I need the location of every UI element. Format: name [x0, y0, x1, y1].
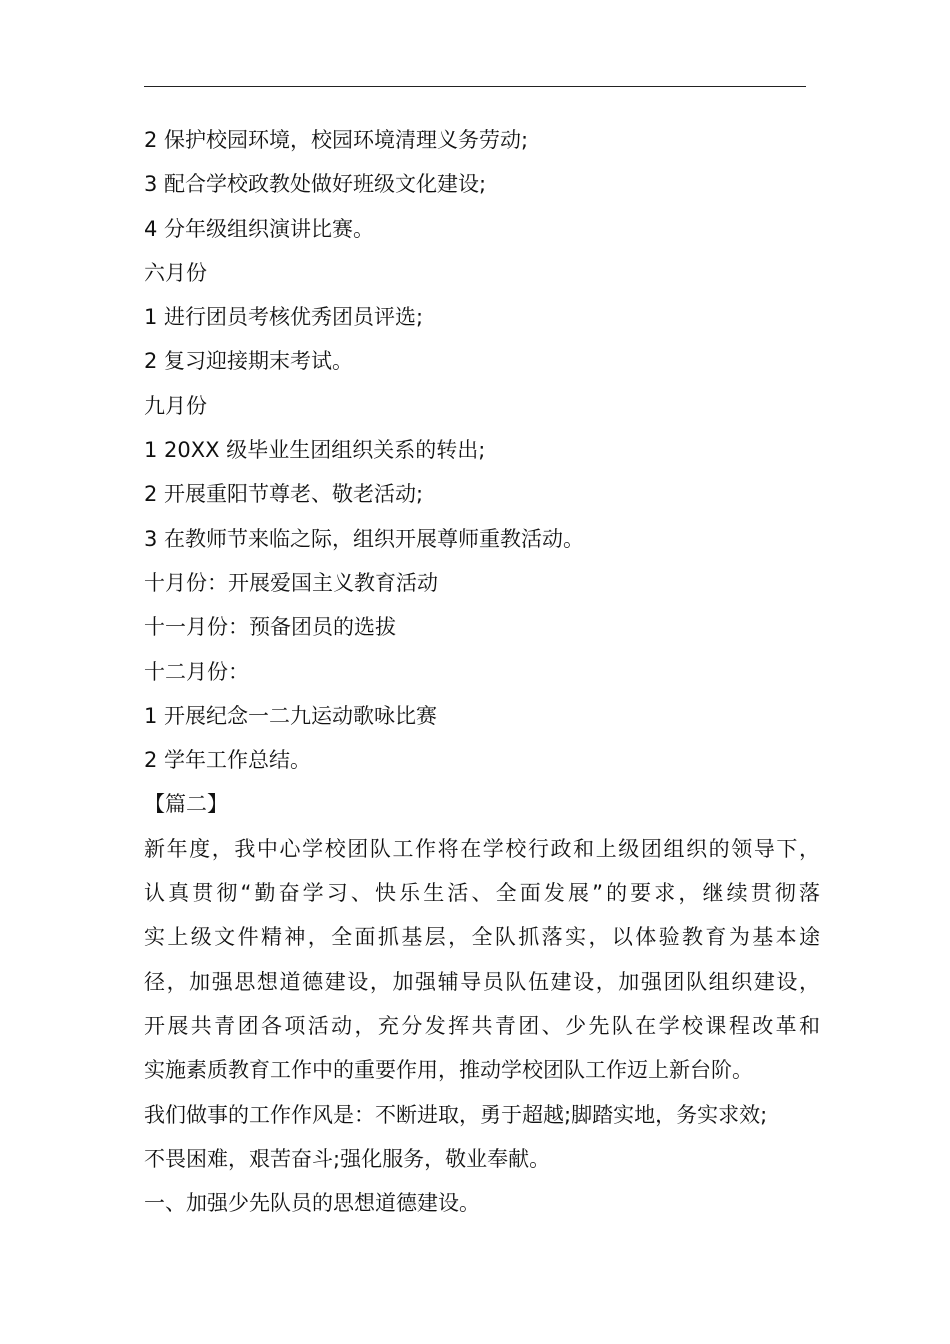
paragraph-line: 实施素质教育工作中的重要作用，推动学校团队工作迈上新台阶。: [144, 1058, 753, 1083]
paragraph-line: 径，加强思想道德建设，加强辅导员队伍建设，加强团队组织建设，: [144, 969, 820, 994]
paragraph-line: 开展共青团各项活动，充分发挥共青团、少先队在学校课程改革和: [144, 1013, 820, 1038]
list-item: 2 保护校园环境，校园环境清理义务劳动;: [144, 128, 529, 152]
month-heading-june: 六月份: [144, 260, 207, 285]
list-item: 1 进行团员考核优秀团员评选;: [144, 305, 424, 330]
paragraph-line: 新年度，我中心学校团队工作将在学校行政和上级团组织的领导下，: [144, 836, 820, 861]
list-item: 2 学年工作总结。: [144, 748, 312, 773]
list-item: 3 在教师节来临之际，组织开展尊师重教活动。: [144, 526, 585, 551]
list-item: 1 20XX 级毕业生团组织关系的转出;: [144, 438, 486, 463]
section-title-part-two: 【篇二】: [144, 792, 228, 817]
paragraph-line: 我们做事的工作作风是：不断进取，勇于超越;脚踏实地，务实求效;: [144, 1102, 768, 1127]
month-heading-november: 十一月份：预备团员的选拔: [144, 615, 396, 640]
header-rule: [144, 86, 806, 87]
list-item: 2 复习迎接期末考试。: [144, 349, 354, 374]
section-heading: 一、加强少先队员的思想道德建设。: [144, 1191, 480, 1216]
document-body: [144, 118, 820, 1225]
list-item: 2 开展重阳节尊老、敬老活动;: [144, 482, 424, 507]
month-heading-september: 九月份: [144, 393, 207, 418]
month-heading-october: 十月份：开展爱国主义教育活动: [144, 570, 438, 595]
paragraph-line: 实上级文件精神，全面抓基层，全队抓落实，以体验教育为基本途: [144, 925, 820, 950]
paragraph-line: 不畏困难，艰苦奋斗;强化服务，敬业奉献。: [144, 1146, 551, 1171]
paragraph-line: 认真贯彻“勤奋学习、快乐生活、全面发展”的要求，继续贯彻落: [144, 881, 820, 906]
body-paragraph: [144, 827, 820, 1181]
month-heading-december: 十二月份：: [144, 659, 249, 684]
list-item: 3 配合学校政教处做好班级文化建设;: [144, 172, 487, 197]
list-item: 4 分年级组织演讲比赛。: [144, 216, 375, 241]
list-item: 1 开展纪念一二九运动歌咏比赛: [144, 703, 438, 728]
